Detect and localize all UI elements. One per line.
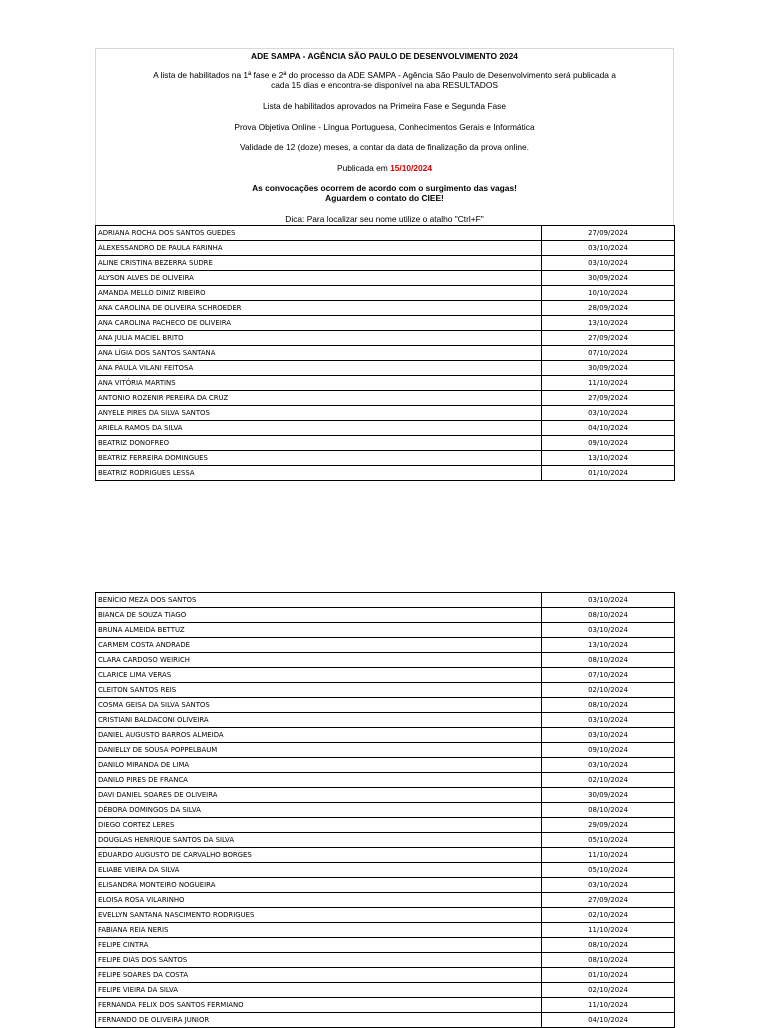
table-row [96,331,675,346]
approval-date: 04/10/2024 [542,1013,675,1028]
candidate-name: DANIEL AUGUSTO BARROS ALMEIDA [96,728,542,743]
table-row [96,908,675,923]
approval-date: 03/10/2024 [542,713,675,728]
candidate-name: BIANCA DE SOUZA TIAGO [96,608,542,623]
table-row [96,728,675,743]
approval-date: 11/10/2024 [542,923,675,938]
exam-description: Prova Objetiva Online - Língua Portuguesa, Conhecimentos Gerais e Informática [234,122,535,132]
candidate-name: BRUNA ALMEIDA BETTUZ [96,623,542,638]
table-row [96,698,675,713]
search-tip: Dica: Para localizar seu nome utilize o atalho "Ctrl+F" [285,214,484,224]
candidate-name: ANA CAROLINA DE OLIVEIRA SCHROEDER [96,301,542,316]
approval-date: 30/09/2024 [542,788,675,803]
candidate-name: DANILO PIRES DE FRANCA [96,773,542,788]
approval-date: 05/10/2024 [542,863,675,878]
table-row [96,923,675,938]
table-row [96,301,675,316]
approval-date: 27/09/2024 [542,893,675,908]
approval-date: 02/10/2024 [542,683,675,698]
candidate-name: FERNANDA FELIX DOS SANTOS FERMIANO [96,998,542,1013]
approval-date: 03/10/2024 [542,728,675,743]
approval-date: 29/09/2024 [542,818,675,833]
approval-date: 11/10/2024 [542,376,675,391]
table-row [96,638,675,653]
approval-date: 08/10/2024 [542,698,675,713]
candidate-name: ALEXESSANDRO DE PAULA FARINHA [96,241,542,256]
approval-date: 03/10/2024 [542,623,675,638]
candidate-name: CLARICE LIMA VERAS [96,668,542,683]
intro-text [126,70,643,90]
candidate-name: COSMA GEISA DA SILVA SANTOS [96,698,542,713]
approval-date: 01/10/2024 [542,466,675,481]
approval-date: 07/10/2024 [542,668,675,683]
table-row [96,743,675,758]
candidate-name: ANA PAULA VILANI FEITOSA [96,361,542,376]
candidate-name: ANYELE PIRES DA SILVA SANTOS [96,406,542,421]
approval-date: 02/10/2024 [542,983,675,998]
table-row [96,848,675,863]
candidate-name: DANIELLY DE SOUSA POPPELBAUM [96,743,542,758]
table-row [96,391,675,406]
validity-note: Validade de 12 (doze) meses, a contar da data de finalização da prova online. [240,142,529,152]
approval-date: 08/10/2024 [542,953,675,968]
table-row [96,668,675,683]
approval-date: 07/10/2024 [542,346,675,361]
document-title: ADE SAMPA - AGÊNCIA SÃO PAULO DE DESENVOLVIMENTO 2024 [251,51,518,61]
table-row [96,608,675,623]
table-row [96,773,675,788]
table-row [96,376,675,391]
approval-date: 13/10/2024 [542,451,675,466]
candidate-name: BEATRIZ RODRIGUES LESSA [96,466,542,481]
table-row [96,893,675,908]
publication-line [126,163,643,173]
table-row [96,803,675,818]
table-row [96,938,675,953]
candidate-name: FELIPE DIAS DOS SANTOS [96,953,542,968]
approval-date: 03/10/2024 [542,878,675,893]
candidate-name: CLEITON SANTOS REIS [96,683,542,698]
approval-date: 01/10/2024 [542,968,675,983]
table-row [96,653,675,668]
table-row [96,436,675,451]
approval-date: 03/10/2024 [542,406,675,421]
table-row [96,863,675,878]
approval-date: 03/10/2024 [542,758,675,773]
table-row [96,346,675,361]
candidate-name: DAVI DANIEL SOARES DE OLIVEIRA [96,788,542,803]
published-label: Publicada em [337,163,391,173]
candidate-name: CARMEM COSTA ANDRADE [96,638,542,653]
table-row [96,316,675,331]
table-row [96,226,675,241]
candidate-name: CRISTIANI BALDACONI OLIVEIRA [96,713,542,728]
table-row [96,421,675,436]
candidate-name: ELISANDRA MONTEIRO NOGUEIRA [96,878,542,893]
approval-date: 13/10/2024 [542,638,675,653]
approval-date: 03/10/2024 [542,256,675,271]
table-row [96,241,675,256]
notice-text [126,183,643,203]
approval-date: 03/10/2024 [542,593,675,608]
results-table-page-1 [95,225,675,481]
table-row [96,593,675,608]
table-row [96,788,675,803]
table-row [96,286,675,301]
candidate-name: ELIABE VIEIRA DA SILVA [96,863,542,878]
table-row [96,256,675,271]
candidate-name: ADRIANA ROCHA DOS SANTOS GUEDES [96,226,542,241]
candidate-name: EDUARDO AUGUSTO DE CARVALHO BORGES [96,848,542,863]
table-row [96,983,675,998]
table-row [96,758,675,773]
candidate-name: EVELLYN SANTANA NASCIMENTO RODRIGUES [96,908,542,923]
candidate-name: ANA CAROLINA PACHECO DE OLIVEIRA [96,316,542,331]
candidate-name: BENÍCIO MEZA DOS SANTOS [96,593,542,608]
candidate-name: FELIPE CINTRA [96,938,542,953]
table-row [96,953,675,968]
candidate-name: FERNANDO DE OLIVEIRA JUNIOR [96,1013,542,1028]
approval-date: 11/10/2024 [542,848,675,863]
approval-date: 02/10/2024 [542,773,675,788]
candidate-name: FELIPE SOARES DA COSTA [96,968,542,983]
approval-date: 09/10/2024 [542,743,675,758]
approval-date: 28/09/2024 [542,301,675,316]
approval-date: 08/10/2024 [542,653,675,668]
table-row [96,1013,675,1028]
candidate-name: ANA LÍGIA DOS SANTOS SANTANA [96,346,542,361]
approval-date: 04/10/2024 [542,421,675,436]
table-row [96,878,675,893]
candidate-name: ANA JULIA MACIEL BRITO [96,331,542,346]
candidate-name: ALINE CRISTINA BEZERRA SUDRE [96,256,542,271]
intro-line-1: A lista de habilitados na 1ª fase e 2ª do processo da ADE SAMPA - Agência São Paulo de Desenvolvimento será publicada a [153,70,616,80]
candidate-name: BEATRIZ FERREIRA DOMINGUES [96,451,542,466]
approval-date: 09/10/2024 [542,436,675,451]
approval-date: 27/09/2024 [542,226,675,241]
candidate-name: FELIPE VIEIRA DA SILVA [96,983,542,998]
approval-date: 27/09/2024 [542,331,675,346]
table-row [96,833,675,848]
approval-date: 08/10/2024 [542,803,675,818]
table-row [96,818,675,833]
candidate-name: DÉBORA DOMINGOS DA SILVA [96,803,542,818]
approval-date: 08/10/2024 [542,608,675,623]
approval-date: 27/09/2024 [542,391,675,406]
candidate-name: FABIANA REIA NERIS [96,923,542,938]
results-table-page-2 [95,592,675,1028]
approval-date: 30/09/2024 [542,361,675,376]
approval-date: 02/10/2024 [542,908,675,923]
candidate-name: AMANDA MELLO DINIZ RIBEIRO [96,286,542,301]
candidate-name: CLARA CARDOSO WEIRICH [96,653,542,668]
candidate-name: ELOISA ROSA VILARINHO [96,893,542,908]
candidate-name: DOUGLAS HENRIQUE SANTOS DA SILVA [96,833,542,848]
table-row [96,451,675,466]
list-subtitle: Lista de habilitados aprovados na Primeira Fase e Segunda Fase [262,101,507,111]
table-row [96,271,675,286]
approval-date: 05/10/2024 [542,833,675,848]
approval-date: 10/10/2024 [542,286,675,301]
approval-date: 30/09/2024 [542,271,675,286]
approval-date: 11/10/2024 [542,998,675,1013]
table-row [96,361,675,376]
approval-date: 03/10/2024 [542,241,675,256]
notice-line-2: Aguardem o contato do CIEE! [325,193,444,203]
table-row [96,998,675,1013]
approval-date: 13/10/2024 [542,316,675,331]
candidate-name: ALYSON ALVES DE OLIVEIRA [96,271,542,286]
candidate-name: BEATRIZ DONOFREO [96,436,542,451]
document-header [95,48,674,225]
table-row [96,683,675,698]
candidate-name: DIEGO CORTEZ LERES [96,818,542,833]
table-row [96,623,675,638]
candidate-name: DANILO MIRANDA DE LIMA [96,758,542,773]
published-date: 15/10/2024 [390,163,432,173]
table-row [96,466,675,481]
candidate-name: ANA VITÓRIA MARTINS [96,376,542,391]
notice-line-1: As convocações ocorrem de acordo com o surgimento das vagas! [252,183,517,193]
intro-line-2: cada 15 dias e encontra-se disponível na aba RESULTADOS [271,80,498,90]
table-row [96,406,675,421]
candidate-name: ARIELA RAMOS DA SILVA [96,421,542,436]
table-row [96,968,675,983]
candidate-name: ANTONIO ROZENIR PEREIRA DA CRUZ [96,391,542,406]
approval-date: 08/10/2024 [542,938,675,953]
table-row [96,713,675,728]
